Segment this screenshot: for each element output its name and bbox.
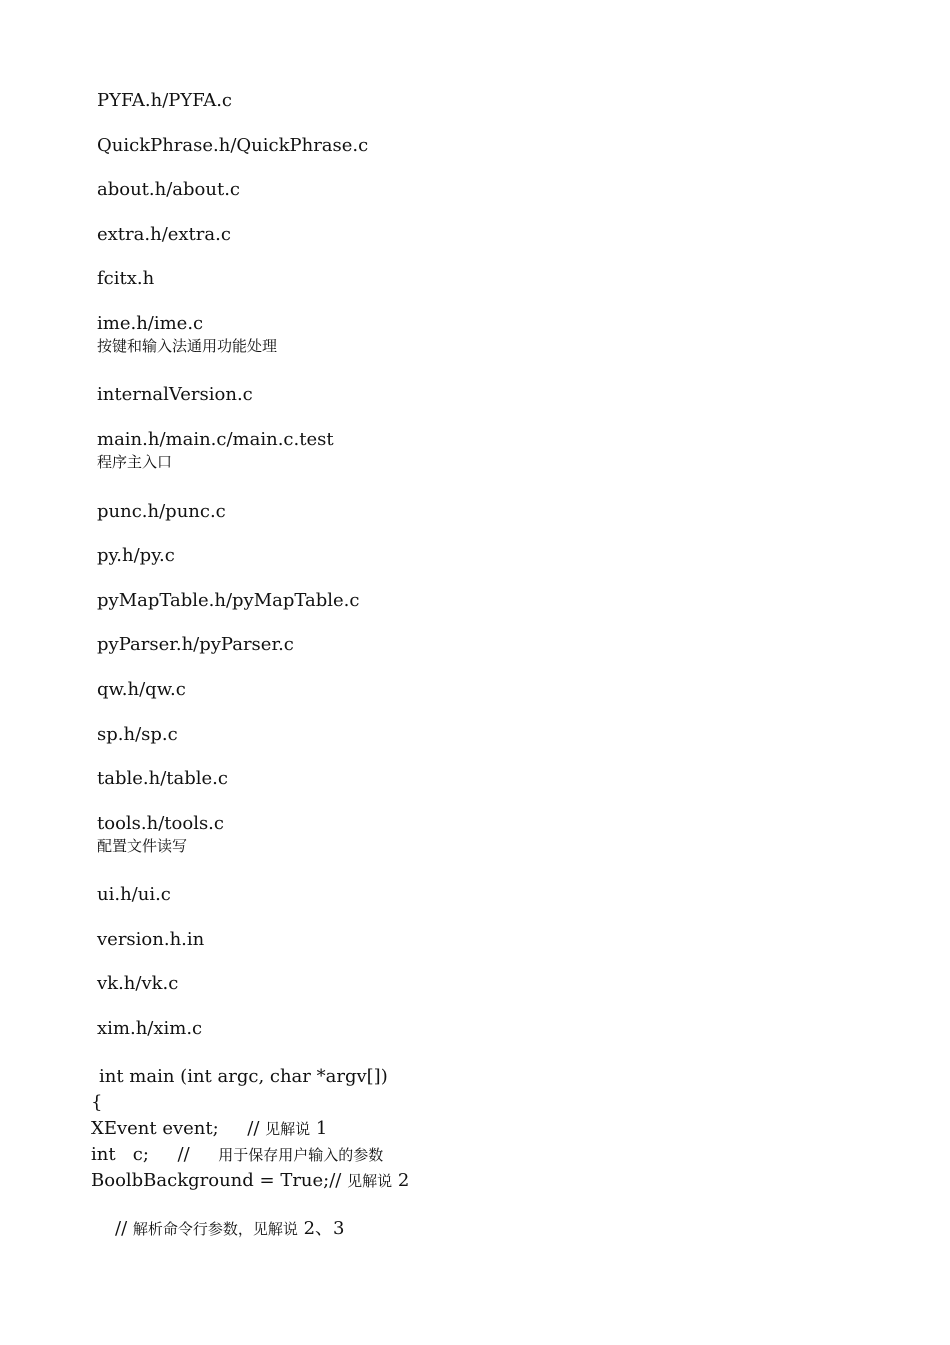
file-name: about.h/about.c <box>97 179 241 201</box>
file-description: 程序主入口 <box>97 453 173 472</box>
code-text: // <box>115 1218 133 1239</box>
file-list-item <box>97 766 368 811</box>
code-text: int c; // <box>91 1144 219 1165</box>
file-list-item <box>97 311 368 383</box>
code-comment: 见解说 <box>265 1120 311 1138</box>
file-name: extra.h/extra.c <box>97 223 231 245</box>
file-list-item <box>97 427 368 499</box>
file-name: punc.h/punc.c <box>97 500 226 522</box>
file-list-item <box>97 88 368 133</box>
main-signature: int main (int argc, char *argv[]) <box>99 1066 388 1087</box>
code-text: XEvent event; // <box>91 1118 266 1139</box>
file-list-item <box>97 543 368 588</box>
file-name: qw.h/qw.c <box>97 678 186 700</box>
file-list-item <box>97 133 368 178</box>
file-name: internalVersion.c <box>97 384 253 406</box>
file-list-item <box>97 177 368 222</box>
file-name: ui.h/ui.c <box>97 884 171 906</box>
code-line-parse-comment <box>91 1216 409 1242</box>
file-list-item <box>97 722 368 767</box>
code-comment: 见解说 <box>347 1172 393 1190</box>
file-list-item <box>97 382 368 427</box>
file-name: version.h.in <box>97 928 205 950</box>
file-list-item <box>97 1016 368 1061</box>
file-description: 按键和输入法通用功能处理 <box>97 336 278 355</box>
file-name: QuickPhrase.h/QuickPhrase.c <box>97 134 369 156</box>
code-line-bool <box>91 1168 409 1194</box>
code-snippet <box>91 1064 409 1242</box>
file-list-item <box>97 222 368 267</box>
code-number: 2、3 <box>297 1218 345 1239</box>
file-list-item <box>97 499 368 544</box>
file-name: vk.h/vk.c <box>97 973 179 995</box>
file-name: fcitx.h <box>97 268 155 290</box>
code-line-event <box>91 1116 409 1142</box>
file-list-item <box>97 266 368 311</box>
file-name: pyMapTable.h/pyMapTable.c <box>97 589 360 611</box>
file-name: pyParser.h/pyParser.c <box>97 634 294 656</box>
file-description: 配置文件读写 <box>97 836 188 855</box>
code-text: BoolbBackground = True;// <box>91 1170 348 1191</box>
code-number: 1 <box>310 1118 328 1139</box>
file-name: sp.h/sp.c <box>97 723 178 745</box>
file-name: main.h/main.c/main.c.test <box>97 429 334 451</box>
code-comment: 解析命令行参数，见解说 <box>132 1220 298 1238</box>
file-list-item <box>97 882 368 927</box>
file-list-item <box>97 677 368 722</box>
file-list-item <box>97 811 368 883</box>
file-name: table.h/table.c <box>97 768 228 790</box>
file-list-item <box>97 632 368 677</box>
file-name: PYFA.h/PYFA.c <box>97 90 233 111</box>
code-line-int <box>91 1142 409 1168</box>
file-list-item <box>97 927 368 972</box>
file-name: ime.h/ime.c <box>97 312 204 334</box>
open-brace: { <box>91 1092 103 1113</box>
file-name: tools.h/tools.c <box>97 812 224 834</box>
source-file-list <box>97 88 368 1061</box>
file-list-item <box>97 588 368 633</box>
code-comment: 用于保存用户输入的参数 <box>218 1146 384 1164</box>
file-list-item <box>97 971 368 1016</box>
file-name: xim.h/xim.c <box>97 1018 203 1039</box>
file-name: py.h/py.c <box>97 545 175 567</box>
code-number: 2 <box>392 1170 410 1191</box>
